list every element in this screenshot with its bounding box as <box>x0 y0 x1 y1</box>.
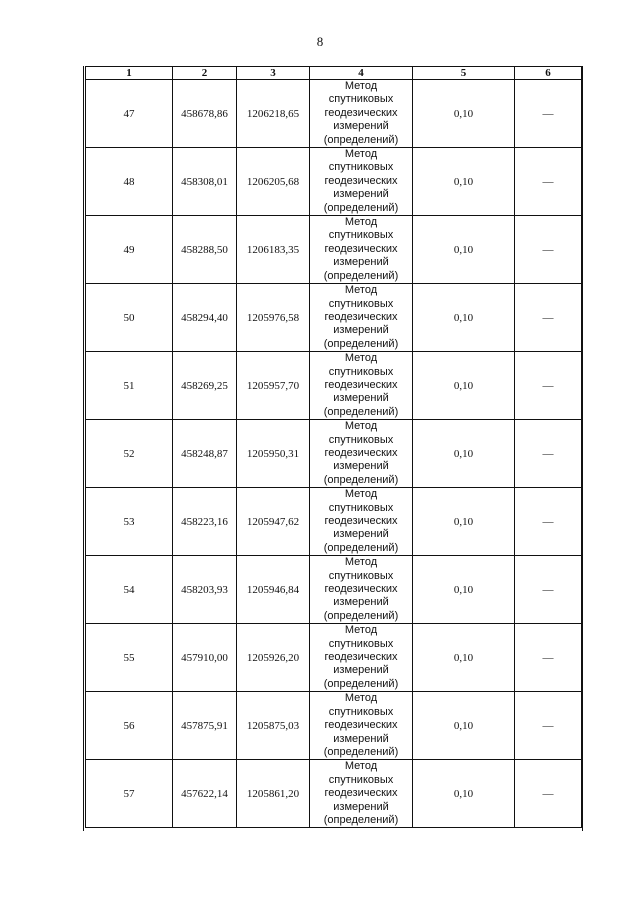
method-text-line: геодезических <box>324 719 398 732</box>
coordinate-x-cell: 458308,01 <box>173 148 237 216</box>
method-text-line: (определений) <box>323 541 399 554</box>
note-cell: — <box>515 352 582 420</box>
note-cell: — <box>515 80 582 148</box>
coordinate-y-cell: 1205926,20 <box>237 624 310 692</box>
point-number-cell: 52 <box>86 420 173 488</box>
note-cell: — <box>515 624 582 692</box>
note-cell: — <box>515 760 582 828</box>
coordinate-y-cell: 1205861,20 <box>237 760 310 828</box>
method-text-line: Метод <box>344 556 378 569</box>
method-text-line: измерений <box>333 324 389 337</box>
method-text-line: (определений) <box>323 201 399 214</box>
table-row <box>86 556 582 624</box>
method-text-line: Метод <box>344 488 378 501</box>
method-text-line: (определений) <box>323 813 399 826</box>
table-row <box>86 80 582 148</box>
coordinate-y-cell: 1205957,70 <box>237 352 310 420</box>
coordinate-x-cell: 458269,25 <box>173 352 237 420</box>
method-text-line: геодезических <box>324 174 398 187</box>
method-cell <box>310 284 413 352</box>
method-text-line: (определений) <box>323 269 399 282</box>
method-text-line: измерений <box>333 596 389 609</box>
page-number: 8 <box>316 34 324 49</box>
table-row <box>86 148 582 216</box>
coordinate-x-cell: 457875,91 <box>173 692 237 760</box>
accuracy-cell: 0,10 <box>413 216 515 284</box>
column-header-4: 4 <box>310 67 413 80</box>
coordinate-y-cell: 1206183,35 <box>237 216 310 284</box>
table-row <box>86 488 582 556</box>
table-row <box>86 352 582 420</box>
note-cell: — <box>515 420 582 488</box>
note-cell: — <box>515 692 582 760</box>
point-number-cell: 51 <box>86 352 173 420</box>
table-row <box>86 216 582 284</box>
method-cell <box>310 760 413 828</box>
table-body <box>86 80 582 828</box>
method-text-line: геодезических <box>324 378 398 391</box>
accuracy-cell: 0,10 <box>413 284 515 352</box>
method-text-line: (определений) <box>323 473 399 486</box>
method-text-line: Метод <box>344 216 378 229</box>
method-text-line: Метод <box>344 760 378 773</box>
coordinate-x-cell: 457910,00 <box>173 624 237 692</box>
note-cell: — <box>515 148 582 216</box>
method-text-line: (определений) <box>323 677 399 690</box>
accuracy-cell: 0,10 <box>413 80 515 148</box>
method-text-line: геодезических <box>324 515 398 527</box>
method-text-line: спутниковых <box>328 161 394 174</box>
method-cell <box>310 624 413 692</box>
method-text-line: спутниковых <box>328 365 394 378</box>
column-header-3: 3 <box>237 67 310 80</box>
coordinate-y-cell: 1205946,84 <box>237 556 310 624</box>
method-text-line: Метод <box>344 692 378 705</box>
point-number-cell: 55 <box>86 624 173 692</box>
coordinate-y-cell: 1205976,58 <box>237 284 310 352</box>
method-cell <box>310 556 413 624</box>
column-header-2: 2 <box>173 67 237 80</box>
method-text-line: Метод <box>344 284 378 297</box>
method-text-line: спутниковых <box>328 433 394 446</box>
method-text-line: Метод <box>344 624 378 637</box>
accuracy-cell: 0,10 <box>413 352 515 420</box>
column-header-1: 1 <box>86 67 173 80</box>
table-row <box>86 692 582 760</box>
table-left-border <box>83 66 84 831</box>
coordinate-y-cell: 1206218,65 <box>237 80 310 148</box>
method-text-line: геодезических <box>324 446 398 459</box>
method-text-line: Метод <box>344 420 378 433</box>
method-text-line: геодезических <box>324 583 398 596</box>
point-number-cell: 48 <box>86 148 173 216</box>
method-text-line: измерений <box>333 392 389 405</box>
method-cell <box>310 420 413 488</box>
method-text-line: (определений) <box>323 745 399 758</box>
method-text-line: геодезических <box>324 787 398 800</box>
method-text-line: геодезических <box>324 651 398 664</box>
coordinate-x-cell: 458288,50 <box>173 216 237 284</box>
method-text-line: Метод <box>344 80 378 92</box>
method-text-line: геодезических <box>324 106 398 119</box>
point-number-cell: 53 <box>86 488 173 556</box>
method-text-line: измерений <box>333 528 389 541</box>
method-text-line: (определений) <box>323 609 399 622</box>
table-row <box>86 420 582 488</box>
note-cell: — <box>515 556 582 624</box>
point-number-cell: 47 <box>86 80 173 148</box>
point-number-cell: 49 <box>86 216 173 284</box>
accuracy-cell: 0,10 <box>413 488 515 556</box>
coordinate-y-cell: 1205875,03 <box>237 692 310 760</box>
method-cell <box>310 80 413 148</box>
method-cell <box>310 216 413 284</box>
method-text-line: измерений <box>333 256 389 269</box>
method-text-line: спутниковых <box>328 637 394 650</box>
coordinate-y-cell: 1205947,62 <box>237 488 310 556</box>
method-cell <box>310 692 413 760</box>
method-text-line: спутниковых <box>328 773 394 786</box>
method-text-line: измерений <box>333 460 389 473</box>
method-text-line: измерений <box>333 732 389 745</box>
accuracy-cell: 0,10 <box>413 624 515 692</box>
method-cell <box>310 352 413 420</box>
coordinate-y-cell: 1205950,31 <box>237 420 310 488</box>
accuracy-cell: 0,10 <box>413 556 515 624</box>
method-cell <box>310 148 413 216</box>
accuracy-cell: 0,10 <box>413 760 515 828</box>
method-text-line: измерений <box>333 120 389 133</box>
coordinates-table <box>85 66 582 828</box>
point-number-cell: 50 <box>86 284 173 352</box>
method-text-line: геодезических <box>324 310 398 323</box>
method-text-line: (определений) <box>323 337 399 350</box>
method-cell <box>310 488 413 556</box>
method-text-line: Метод <box>344 148 378 161</box>
coordinate-x-cell: 457622,14 <box>173 760 237 828</box>
method-text-line: (определений) <box>323 405 399 418</box>
accuracy-cell: 0,10 <box>413 420 515 488</box>
method-text-line: измерений <box>333 188 389 201</box>
point-number-cell: 57 <box>86 760 173 828</box>
accuracy-cell: 0,10 <box>413 692 515 760</box>
method-text-line: геодезических <box>324 242 398 255</box>
table-row <box>86 284 582 352</box>
method-text-line: спутниковых <box>328 501 394 514</box>
point-number-cell: 54 <box>86 556 173 624</box>
method-text-line: спутниковых <box>328 229 394 242</box>
coordinate-x-cell: 458294,40 <box>173 284 237 352</box>
method-text-line: спутниковых <box>328 705 394 718</box>
column-header-6: 6 <box>515 67 582 80</box>
table-header-row <box>86 67 582 80</box>
point-number-cell: 56 <box>86 692 173 760</box>
coordinate-y-cell: 1206205,68 <box>237 148 310 216</box>
coordinate-x-cell: 458678,86 <box>173 80 237 148</box>
coordinate-x-cell: 458203,93 <box>173 556 237 624</box>
table-row <box>86 760 582 828</box>
accuracy-cell: 0,10 <box>413 148 515 216</box>
method-text-line: измерений <box>333 800 389 813</box>
note-cell: — <box>515 284 582 352</box>
method-text-line: спутниковых <box>328 569 394 582</box>
method-text-line: спутниковых <box>328 93 394 106</box>
note-cell: — <box>515 488 582 556</box>
table-row <box>86 624 582 692</box>
table-right-border <box>582 66 583 831</box>
note-cell: — <box>515 216 582 284</box>
method-text-line: спутниковых <box>328 297 394 310</box>
method-text-line: Метод <box>344 352 378 365</box>
method-text-line: (определений) <box>323 133 399 146</box>
column-header-5: 5 <box>413 67 515 80</box>
coordinate-x-cell: 458223,16 <box>173 488 237 556</box>
coordinate-x-cell: 458248,87 <box>173 420 237 488</box>
method-text-line: измерений <box>333 664 389 677</box>
